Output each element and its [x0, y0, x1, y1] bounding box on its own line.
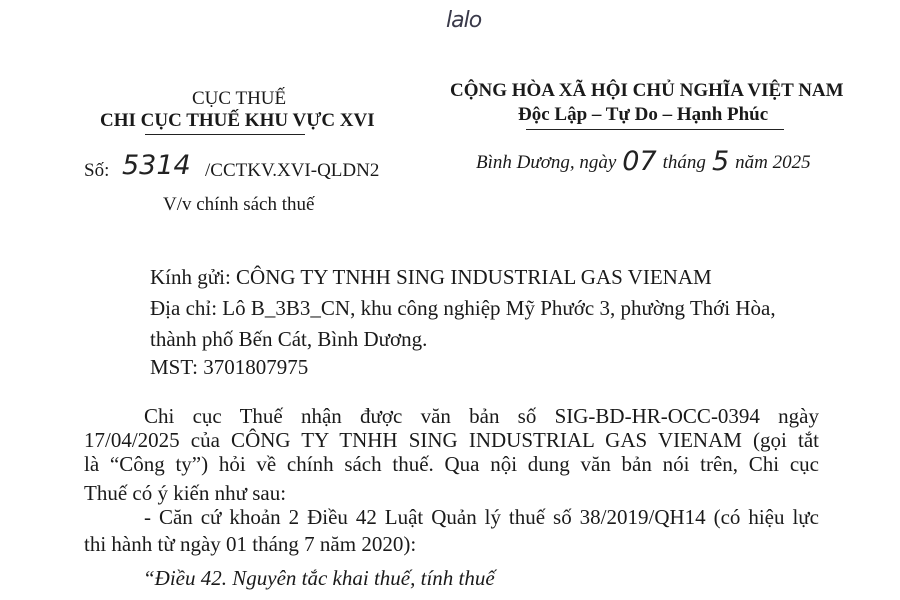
body-paragraph1-line3: là “Công ty”) hỏi về chính sách thuế. Qua nội dung văn bản nói trên, Chi cục [84, 452, 819, 476]
body-paragraph2-line1: - Căn cứ khoản 2 Điều 42 Luật Quản lý thuế số 38/2019/QH14 (có hiệu lực [144, 505, 819, 529]
republic-title: CỘNG HÒA XÃ HỘI CHỦ NGHĨA VIỆT NAM [450, 80, 844, 101]
date-year: năm 2025 [735, 152, 811, 173]
body-paragraph1-line1: Chi cục Thuế nhận được văn bản số SIG-BD-HR-OCC-0394 ngày [144, 404, 819, 428]
agency-name: CỤC THUẾ [192, 88, 287, 109]
sub-agency-underline [145, 134, 305, 135]
handwritten-note: lalo [446, 8, 482, 33]
recipient-address-line2: thành phố Bến Cát, Bình Dương. [150, 327, 428, 351]
date-line [476, 146, 811, 177]
date-prefix: Bình Dương, ngày [476, 152, 617, 173]
document-number-suffix: /CCTKV.XVI-QLDN2 [205, 160, 380, 181]
document-number-handwritten: 5314 [122, 150, 191, 181]
document-number-label: Số: [84, 160, 110, 181]
document-subject: V/v chính sách thuế [163, 194, 315, 215]
date-month-handwritten: 5 [711, 146, 730, 177]
date-month-label: tháng [662, 152, 706, 173]
motto-underline [526, 129, 784, 130]
body-paragraph1-line4: Thuế có ý kiến như sau: [84, 481, 287, 505]
body-paragraph2-line2: thi hành từ ngày 01 tháng 7 năm 2020): [84, 532, 417, 556]
recipient-address-line1: Địa chỉ: Lô B_3B3_CN, khu công nghiệp Mỹ Phước 3, phường Thới Hòa, [150, 296, 776, 320]
sub-agency-name: CHI CỤC THUẾ KHU VỰC XVI [100, 110, 375, 131]
body-paragraph1-line2: 17/04/2025 của CÔNG TY TNHH SING INDUSTRIAL GAS VIENAM (gọi tắt [84, 428, 819, 452]
national-motto: Độc Lập – Tự Do – Hạnh Phúc [518, 104, 769, 125]
recipient-greeting: Kính gửi: CÔNG TY TNHH SING INDUSTRIAL GAS VIENAM [150, 265, 712, 289]
date-day-handwritten: 07 [622, 146, 657, 177]
quoted-article-title: “Điều 42. Nguyên tắc khai thuế, tính thuế [143, 566, 495, 590]
recipient-tax-code: MST: 3701807975 [150, 355, 309, 379]
